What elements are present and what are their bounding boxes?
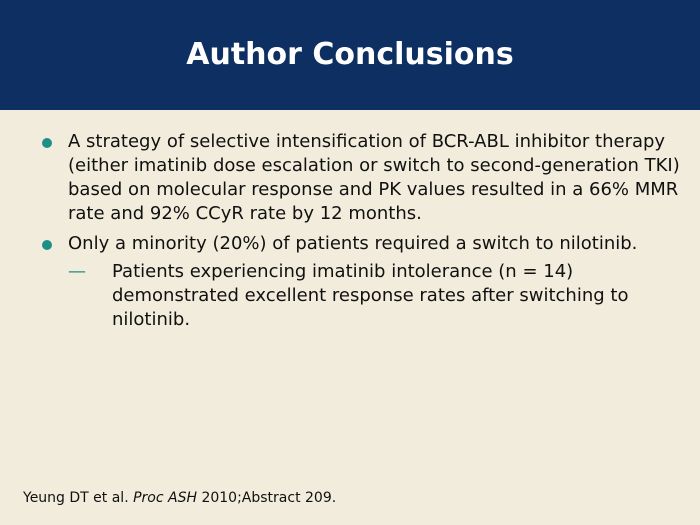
bullet-dot-icon (42, 240, 52, 250)
bullet-text: Only a minority (20%) of patients required a switch to nilotinib. (68, 233, 638, 254)
bullet-dot-icon (42, 138, 52, 148)
bullet-item (40, 232, 680, 256)
sub-bullet-item (40, 260, 680, 332)
citation-footer (23, 489, 336, 507)
bullet-item (40, 130, 680, 226)
bullet-text: A strategy of selective intensification of BCR-ABL inhibitor therapy (either imatinib dose escalation or switch to second-generation TKI) based on molecular response and PK values resulted in a 66% MMR rate and 92% CCyR rate by 12 months. (68, 131, 680, 224)
citation-rest: 2010;Abstract 209. (197, 490, 337, 506)
citation-authors: Yeung DT et al. (23, 490, 134, 506)
citation-journal: Proc ASH (133, 490, 197, 506)
slide-title: Author Conclusions (186, 36, 514, 72)
sub-bullet-text: Patients experiencing imatinib intolerance (n = 14) demonstrated excellent response rates after switching to nilotinib. (112, 261, 629, 330)
slide-content (40, 130, 680, 332)
slide-header (0, 0, 700, 110)
dash-icon: — (68, 261, 86, 282)
